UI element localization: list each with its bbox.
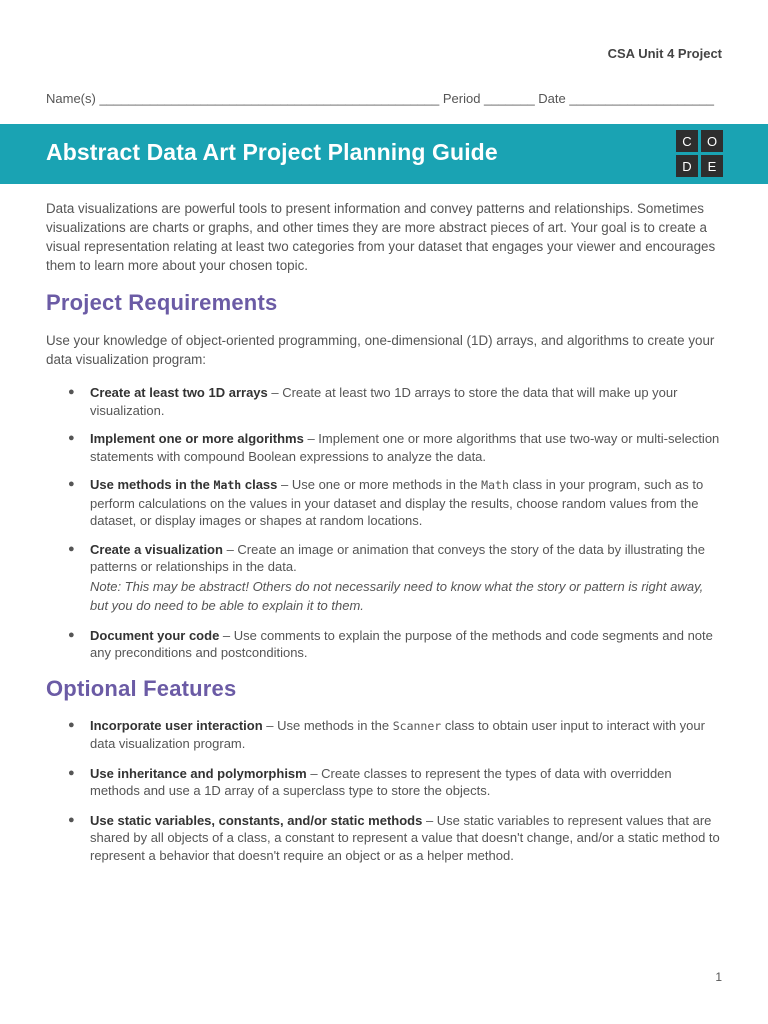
logo-letter: E — [701, 155, 723, 177]
optional-list — [46, 717, 722, 865]
item-text: – Use comments to explain the purpose of the methods and code segments and note any preconditions and postconditions. — [90, 627, 713, 660]
item-text: – Create at least two 1D arrays to store the data that will make up your visualization. — [90, 385, 678, 418]
logo-letter: D — [676, 155, 698, 177]
item-title: Create a visualization — [90, 541, 223, 557]
requirements-heading: Project Requirements — [46, 290, 278, 315]
item-text: class in your program, such as to perform calculations on the values in your dataset and display the results, choose random values from the dataset, or display images or shapes at random locations. — [90, 477, 704, 528]
item-text: – Use one or more methods in the — [277, 477, 482, 492]
item-code: Scanner — [392, 718, 442, 733]
item-title: Use methods in the Math class — [90, 477, 278, 492]
item-title: Use inheritance and polymorphism — [90, 765, 307, 781]
requirements-lead: Use your knowledge of object-oriented programming, one-dimensional (1D) arrays, and algorithms to create your data visualization program: — [46, 333, 715, 367]
item-title: Implement one or more algorithms — [90, 431, 304, 446]
optional-heading: Optional Features — [46, 675, 237, 701]
bullet-icon: ● — [68, 718, 75, 731]
item-text: class to obtain user input to interact with your data visualization program. — [90, 717, 705, 751]
item-note: Note: This may be abstract! Others do not necessarily need to know what the story or pattern is right away, but you do need to be able to explain it to them. — [90, 578, 704, 613]
item-title: Use static variables, constants, and/or static methods — [90, 812, 423, 828]
item-text: – Create classes to represent the types of data with overridden methods and use a 1D array of a superclass type to store the objects. — [90, 765, 672, 798]
list-item — [46, 717, 722, 753]
item-title: Document your code — [90, 627, 220, 643]
item-text: – Implement one or more algorithms that use two-way or multi-selection statements with compound Boolean expressions to analyze the data. — [90, 431, 720, 464]
item-text: – Create an image or animation that conveys the story of the data by illustrating the patterns or relationships in the data. — [90, 541, 705, 574]
item-text: – Use methods in the — [262, 717, 393, 733]
item-title: Create at least two 1D arrays — [90, 385, 268, 400]
list-item — [46, 812, 722, 865]
document-body — [46, 199, 722, 864]
bullet-icon: ● — [68, 766, 75, 779]
bullet-icon: ● — [68, 628, 75, 641]
list-item — [46, 765, 722, 800]
item-code: Math — [481, 478, 509, 492]
bullet-icon: ● — [68, 542, 75, 555]
list-item — [46, 541, 722, 615]
logo-letter: C — [676, 130, 698, 152]
bullet-icon: ● — [68, 478, 75, 490]
unit-label: CSA Unit 4 Project — [607, 46, 722, 61]
requirements-list — [46, 384, 722, 662]
list-item — [46, 384, 722, 419]
list-item — [46, 476, 722, 530]
title-banner — [0, 124, 768, 184]
list-item — [46, 627, 722, 662]
bullet-icon: ● — [68, 386, 75, 398]
item-text: – Use static variables to represent values that are shared by all objects of a class, a constant to represent a value that doesn't change, and/or a static method to represent a behavior that doesn't require an object or as a helper method. — [90, 812, 720, 863]
page-title: Abstract Data Art Project Planning Guide — [46, 139, 498, 165]
name-period-date-line: Name(s) _______________________________________________ Period _______ Date ____________________ — [46, 91, 714, 106]
intro-paragraph: Data visualizations are powerful tools to present information and convey patterns and relationships. Sometimes visualizations are charts or graphs, and other times they are more abstract pieces of art. Your goal is to create a visual representation relating at least two categories from your dataset that engages your viewer and encourages them to learn more about your chosen topic. — [46, 201, 716, 273]
bullet-icon: ● — [68, 813, 75, 826]
page-number: 1 — [715, 970, 722, 984]
code-logo — [676, 130, 723, 177]
list-item — [46, 430, 722, 465]
logo-letter: O — [701, 130, 723, 152]
item-title: Incorporate user interaction — [90, 717, 263, 733]
bullet-icon: ● — [68, 432, 75, 444]
